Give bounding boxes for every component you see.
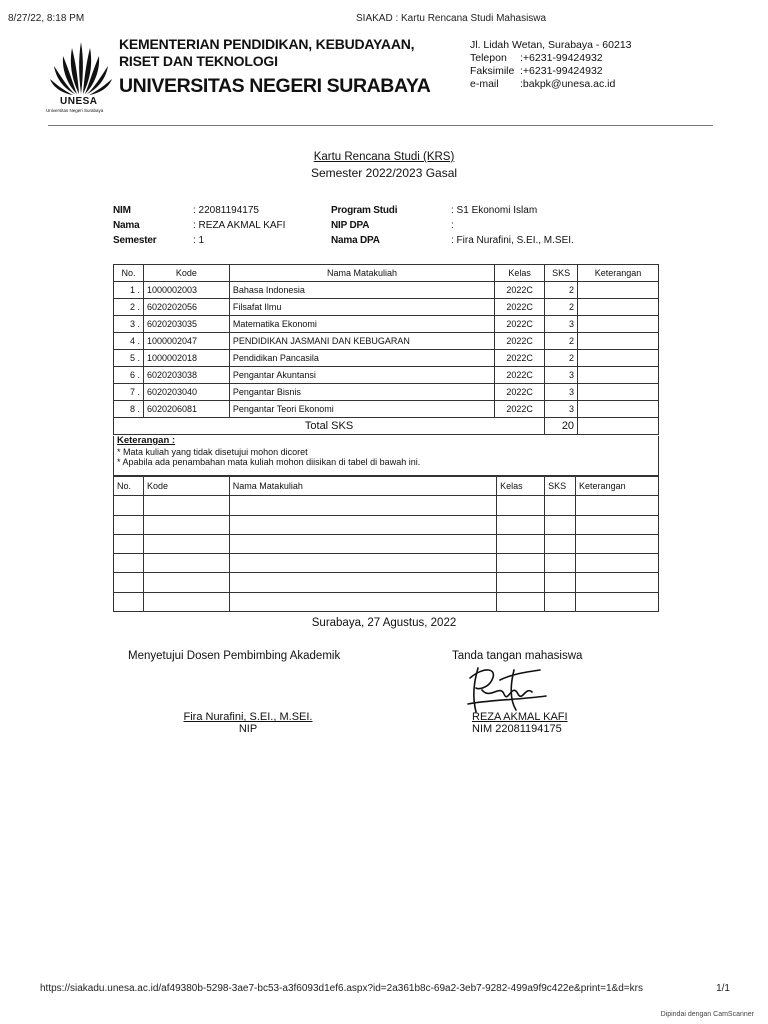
course-name: PENDIDIKAN JASMANI DAN KEBUGARAN <box>229 333 494 350</box>
row-number: 2 . <box>114 299 144 316</box>
empty-cell <box>143 515 229 534</box>
row-number: 5 . <box>114 350 144 367</box>
row-number: 7 . <box>114 384 144 401</box>
col-kelas-header: Kelas <box>495 265 545 282</box>
table-row <box>114 367 659 384</box>
krs-header-row <box>114 265 659 282</box>
krs-table <box>113 264 659 435</box>
row-number: 3 . <box>114 316 144 333</box>
student-signature-icon <box>460 660 550 716</box>
total-value: 20 <box>545 418 578 435</box>
empty-cell <box>497 496 545 515</box>
krs-title: Kartu Rencana Studi (KRS) <box>313 151 455 163</box>
nama-value: : REZA AKMAL KAFI <box>193 220 286 231</box>
print-date: 8/27/22, 8:18 PM <box>8 13 85 24</box>
empty-cell <box>576 554 659 573</box>
total-row <box>114 418 659 435</box>
empty-cell <box>497 592 545 611</box>
advisor-approval-title: Menyetujui Dosen Pembimbing Akademik <box>128 650 341 662</box>
email-label: e-mail <box>470 78 499 90</box>
unesa-emblem-icon <box>50 38 112 96</box>
student-signature-title: Tanda tangan mahasiswa <box>452 650 583 662</box>
course-class: 2022C <box>495 401 545 418</box>
document-title <box>0 151 768 180</box>
empty-cell <box>114 554 144 573</box>
header-divider <box>48 125 713 126</box>
course-code: 6020202056 <box>143 299 229 316</box>
notes-line-1: * Mata kuliah yang tidak disetujui mohon dicoret <box>117 446 308 457</box>
advisor-name: Fira Nurafini, S.EI., M.SEI. <box>183 711 313 723</box>
course-class: 2022C <box>495 299 545 316</box>
contact-block <box>470 39 632 91</box>
empty-cell <box>497 554 545 573</box>
advisor-nip: NIP <box>238 723 258 735</box>
notes-title: Keterangan : <box>117 435 176 446</box>
semester-value: : 1 <box>193 235 205 246</box>
empty-cell <box>229 515 496 534</box>
extra-col-keterangan-header: Keterangan <box>576 477 659 496</box>
empty-cell <box>545 534 576 553</box>
row-number: 4 . <box>114 333 144 350</box>
empty-cell <box>143 554 229 573</box>
course-keterangan <box>578 282 659 299</box>
empty-row <box>114 496 659 515</box>
semester-label: Semester <box>113 235 157 246</box>
empty-cell <box>545 515 576 534</box>
course-name: Pendidikan Pancasila <box>229 350 494 367</box>
student-signature-block <box>472 711 568 735</box>
course-sks: 3 <box>545 316 578 333</box>
table-row <box>114 350 659 367</box>
unesa-logo <box>46 38 118 116</box>
course-code: 6020203040 <box>143 384 229 401</box>
empty-cell <box>576 573 659 592</box>
course-name: Pengantar Teori Ekonomi <box>229 401 494 418</box>
table-row <box>114 316 659 333</box>
course-sks: 2 <box>545 282 578 299</box>
extra-col-nama-header: Nama Matakuliah <box>229 477 496 496</box>
course-code: 6020206081 <box>143 401 229 418</box>
col-keterangan-header: Keterangan <box>578 265 659 282</box>
empty-cell <box>114 573 144 592</box>
nama-dpa-value: : Fira Nurafini, S.EI., M.SEI. <box>451 235 574 246</box>
col-no-header: No. <box>114 265 144 282</box>
empty-cell <box>545 592 576 611</box>
course-name: Matematika Ekonomi <box>229 316 494 333</box>
empty-cell <box>114 515 144 534</box>
nip-dpa-label: NIP DPA <box>331 220 370 231</box>
notes-box <box>113 436 659 476</box>
course-code: 6020203035 <box>143 316 229 333</box>
empty-cell <box>229 534 496 553</box>
nim-label: NIM <box>113 205 131 216</box>
course-code: 6020203038 <box>143 367 229 384</box>
row-number: 1 . <box>114 282 144 299</box>
nip-dpa-value: : <box>451 220 454 231</box>
course-sks: 2 <box>545 333 578 350</box>
course-class: 2022C <box>495 316 545 333</box>
empty-cell <box>143 592 229 611</box>
extra-header-row <box>114 477 659 496</box>
university-name: UNIVERSITAS NEGERI SURABAYA <box>119 75 431 97</box>
table-row <box>114 333 659 350</box>
nim-value: : 22081194175 <box>193 205 259 216</box>
empty-row <box>114 573 659 592</box>
course-sks: 3 <box>545 401 578 418</box>
course-name: Pengantar Akuntansi <box>229 367 494 384</box>
email-value: :bakpk@unesa.ac.id <box>520 78 616 90</box>
course-class: 2022C <box>495 282 545 299</box>
student-info <box>113 203 673 248</box>
empty-cell <box>497 534 545 553</box>
print-url: https://siakadu.unesa.ac.id/af49380b-5298-3ae7-bc53-a3f6093d1ef6.aspx?id=2a361b8c-69a2-3eb7-9282-499a9f9c422e&print=1&d=krs <box>40 983 643 994</box>
extra-col-kode-header: Kode <box>143 477 229 496</box>
course-keterangan <box>578 367 659 384</box>
empty-cell <box>114 592 144 611</box>
student-name: REZA AKMAL KAFI <box>472 711 568 723</box>
logo-subtitle: Universitas Negeri Surabaya <box>46 108 104 113</box>
empty-cell <box>545 496 576 515</box>
course-class: 2022C <box>495 350 545 367</box>
empty-row <box>114 592 659 611</box>
sign-date: Surabaya, 27 Agustus, 2022 <box>311 617 457 629</box>
table-row <box>114 384 659 401</box>
empty-cell <box>229 554 496 573</box>
student-nim: NIM 22081194175 <box>472 723 562 735</box>
table-row <box>114 282 659 299</box>
empty-cell <box>497 515 545 534</box>
empty-cell <box>545 554 576 573</box>
empty-row <box>114 554 659 573</box>
course-keterangan <box>578 299 659 316</box>
course-class: 2022C <box>495 333 545 350</box>
col-nama-header: Nama Matakuliah <box>229 265 494 282</box>
scanner-watermark: Dipindai dengan CamScanner <box>660 1011 754 1018</box>
extra-col-sks-header: SKS <box>545 477 576 496</box>
logo-text: UNESA <box>60 96 98 107</box>
ministry-line-1: KEMENTERIAN PENDIDIKAN, KEBUDAYAAN, <box>119 36 415 52</box>
empty-cell <box>576 496 659 515</box>
empty-cell <box>576 515 659 534</box>
prodi-label: Program Studi <box>331 205 398 216</box>
print-header <box>8 13 760 27</box>
empty-cell <box>114 496 144 515</box>
table-row <box>114 401 659 418</box>
total-label: Total SKS <box>114 418 545 435</box>
empty-row <box>114 534 659 553</box>
print-title: SIAKAD : Kartu Rencana Studi Mahasiswa <box>356 13 547 24</box>
extra-col-no-header: No. <box>114 477 144 496</box>
col-kode-header: Kode <box>143 265 229 282</box>
course-keterangan <box>578 401 659 418</box>
empty-cell <box>143 573 229 592</box>
course-code: 1000002047 <box>143 333 229 350</box>
empty-cell <box>143 534 229 553</box>
empty-cell <box>576 592 659 611</box>
empty-cell <box>545 573 576 592</box>
course-class: 2022C <box>495 367 545 384</box>
course-class: 2022C <box>495 384 545 401</box>
empty-cell <box>114 534 144 553</box>
course-sks: 2 <box>545 350 578 367</box>
advisor-signature-block <box>180 711 316 735</box>
ministry-line-2: RISET DAN TEKNOLOGI <box>119 53 278 69</box>
course-keterangan <box>578 316 659 333</box>
extra-col-kelas-header: Kelas <box>497 477 545 496</box>
telepon-label: Telepon <box>470 52 507 64</box>
nama-dpa-label: Nama DPA <box>331 235 380 246</box>
course-sks: 3 <box>545 367 578 384</box>
total-keterangan <box>578 418 659 435</box>
semester-title: Semester 2022/2023 Gasal <box>310 166 458 180</box>
letterhead <box>46 36 726 118</box>
empty-cell <box>229 592 496 611</box>
empty-cell <box>497 573 545 592</box>
empty-cell <box>229 573 496 592</box>
notes-line-2: * Apabila ada penambahan mata kuliah mohon diisikan di tabel di bawah ini. <box>117 457 421 467</box>
table-row <box>114 299 659 316</box>
faksimile-value: :+6231-99424932 <box>520 65 603 77</box>
empty-cell <box>143 496 229 515</box>
col-sks-header: SKS <box>545 265 578 282</box>
course-name: Pengantar Bisnis <box>229 384 494 401</box>
address: Jl. Lidah Wetan, Surabaya - 60213 <box>470 39 632 51</box>
course-name: Bahasa Indonesia <box>229 282 494 299</box>
course-keterangan <box>578 350 659 367</box>
course-code: 1000002018 <box>143 350 229 367</box>
faksimile-label: Faksimile <box>470 65 515 77</box>
empty-cell <box>576 534 659 553</box>
course-code: 1000002003 <box>143 282 229 299</box>
nama-label: Nama <box>113 220 140 231</box>
course-keterangan <box>578 384 659 401</box>
page-number: 1/1 <box>716 983 730 994</box>
course-sks: 2 <box>545 299 578 316</box>
print-footer <box>40 983 730 997</box>
empty-row <box>114 515 659 534</box>
course-name: Filsafat Ilmu <box>229 299 494 316</box>
prodi-value: : S1 Ekonomi Islam <box>451 205 538 216</box>
row-number: 8 . <box>114 401 144 418</box>
course-sks: 3 <box>545 384 578 401</box>
empty-cell <box>229 496 496 515</box>
telepon-value: :+6231-99424932 <box>520 52 603 64</box>
row-number: 6 . <box>114 367 144 384</box>
additional-courses-table <box>113 476 659 612</box>
course-keterangan <box>578 333 659 350</box>
